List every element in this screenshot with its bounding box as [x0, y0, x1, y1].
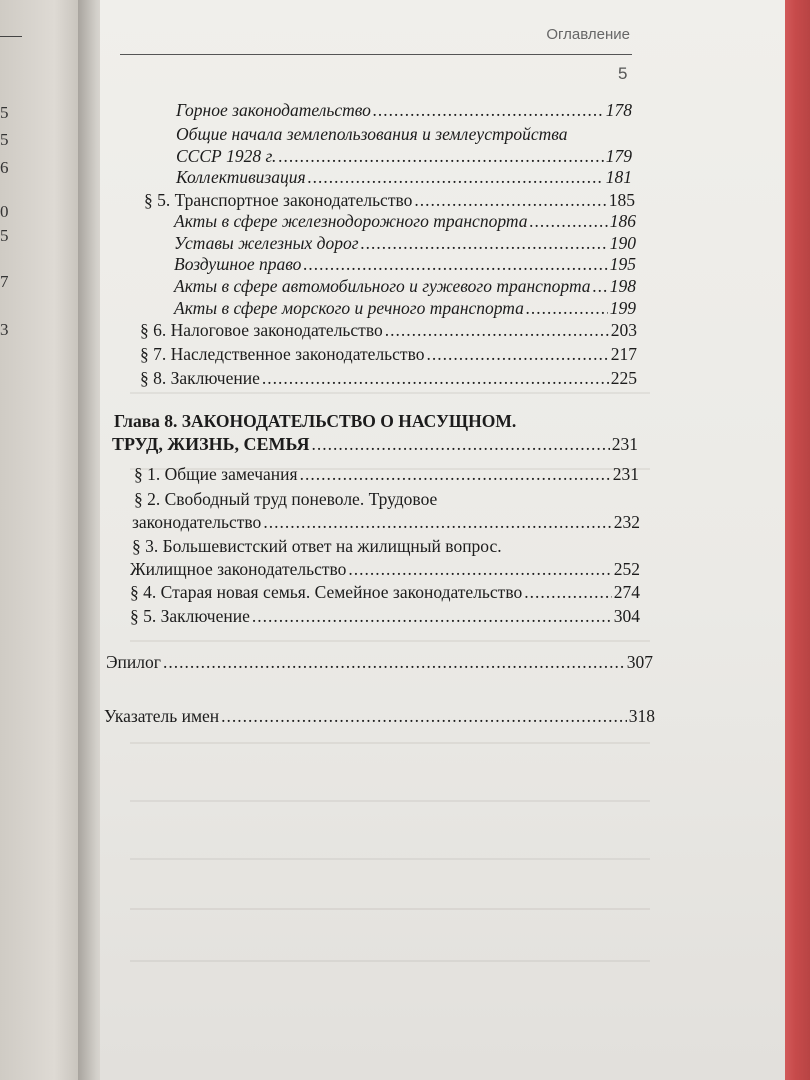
- facing-page-edge: [0, 0, 78, 1080]
- toc-entry-page: 203: [610, 320, 637, 340]
- toc-entry-title: § 7. Наследственное законодательство: [140, 344, 425, 364]
- facing-page-number: 5: [0, 103, 9, 122]
- toc-leader: [593, 276, 608, 297]
- toc-entry[interactable]: [144, 190, 635, 211]
- toc-leader: [414, 190, 606, 211]
- toc-entry[interactable]: [130, 559, 640, 580]
- toc-leader: [263, 512, 611, 533]
- chapter-heading: Глава 8. ЗАКОНОДАТЕЛЬСТВО О НАСУЩНОМ.: [114, 411, 517, 431]
- toc-entry-page: 304: [613, 606, 640, 626]
- toc-entry-title: Воздушное право: [174, 254, 302, 274]
- facing-page-rule: [0, 36, 22, 37]
- toc-leader: [524, 582, 612, 603]
- bleed-through: [130, 742, 650, 744]
- toc-entry-title: Коллективизация: [176, 167, 306, 187]
- toc-entry-title: Жилищное законодательство: [130, 559, 347, 579]
- toc-entry-title: § 1. Общие замечания: [134, 464, 298, 484]
- toc-entry-page: 231: [612, 464, 639, 484]
- bleed-through: [130, 858, 650, 860]
- toc-entry-title: ТРУД, ЖИЗНЬ, СЕМЬЯ: [112, 434, 310, 454]
- toc-entry-title: Общие начала землепользования и землеустройства: [176, 124, 568, 144]
- toc-entry-page: 181: [605, 167, 632, 187]
- toc-leader: [221, 706, 627, 727]
- toc-entry-title: Указатель имен: [104, 706, 220, 726]
- toc-entry-title: § 3. Большевистский ответ на жилищный вопрос.: [132, 536, 502, 556]
- toc-entry-page: 186: [609, 211, 636, 231]
- toc-entry-page: 274: [613, 582, 640, 602]
- bleed-through: [130, 392, 650, 394]
- toc-leader: [303, 254, 607, 275]
- toc-entry-page: 179: [605, 146, 632, 166]
- toc-entry[interactable]: [132, 512, 640, 533]
- toc-leader: [361, 233, 608, 254]
- toc-entry-title: § 2. Свободный труд поневоле. Трудовое: [134, 489, 438, 509]
- running-header: Оглавление: [546, 26, 630, 43]
- toc-leader: [262, 368, 609, 389]
- toc-leader: [308, 167, 604, 188]
- toc-entry[interactable]: [174, 298, 636, 319]
- toc-entry-page: 217: [610, 344, 637, 364]
- toc-entry-page: 190: [609, 233, 636, 253]
- toc-entry-title: СССР 1928 г.: [176, 146, 277, 166]
- toc-entry-page: 231: [611, 434, 638, 454]
- toc-entry[interactable]: [174, 233, 636, 254]
- facing-page-number: 5: [0, 130, 9, 149]
- toc-leader: [529, 211, 607, 232]
- toc-leader: [278, 146, 603, 167]
- bleed-through: [130, 960, 650, 962]
- toc-entry-page: 307: [626, 652, 653, 672]
- bleed-through: [130, 908, 650, 910]
- toc-entry[interactable]: [174, 276, 636, 297]
- toc-entry-page: 178: [605, 100, 632, 120]
- toc-entry[interactable]: [176, 167, 632, 188]
- toc-entry-title: § 6. Налоговое законодательство: [140, 320, 383, 340]
- toc-entry-title: § 5. Заключение: [130, 606, 250, 626]
- toc-entry-title: законодательство: [132, 512, 262, 532]
- toc-entry[interactable]: [106, 652, 653, 673]
- toc-entry[interactable]: [130, 582, 640, 603]
- toc-entry-title: Акты в сфере морского и речного транспорта: [174, 298, 524, 318]
- toc-entry[interactable]: [140, 320, 637, 341]
- toc-entry-title: Горное законодательство: [176, 100, 371, 120]
- toc-entry-page: 198: [609, 276, 636, 296]
- toc-entry[interactable]: [112, 434, 638, 455]
- facing-page-number: 0: [0, 202, 9, 221]
- toc-leader: [526, 298, 608, 319]
- facing-page-number: 7: [0, 272, 9, 291]
- toc-leader: [373, 100, 604, 121]
- bleed-through: [130, 640, 650, 642]
- toc-entry[interactable]: [140, 368, 637, 389]
- toc-leader: [300, 464, 611, 485]
- toc-entry-page: 199: [609, 298, 636, 318]
- toc-entry-page: 185: [608, 190, 635, 210]
- toc-entry-title: § 8. Заключение: [140, 368, 260, 388]
- toc-entry[interactable]: [130, 606, 640, 627]
- toc-entry[interactable]: [140, 344, 637, 365]
- toc-entry-page: 252: [613, 559, 640, 579]
- facing-page-number: 3: [0, 320, 9, 339]
- toc-entry[interactable]: [134, 464, 639, 485]
- toc-entry[interactable]: [104, 706, 655, 727]
- header-rule: [120, 54, 632, 55]
- red-book-edge: [785, 0, 810, 1080]
- toc-leader: [311, 434, 609, 455]
- toc-entry-title: Эпилог: [106, 652, 161, 672]
- toc-entry[interactable]: [174, 254, 636, 275]
- toc-leader: [252, 606, 612, 627]
- toc-leader: [348, 559, 611, 580]
- toc-entry-title: § 5. Транспортное законодательство: [144, 190, 413, 210]
- bleed-through: [130, 800, 650, 802]
- toc-entry-title: Уставы железных дорог: [174, 233, 359, 253]
- toc-entry-title: Акты в сфере железнодорожного транспорта: [174, 211, 528, 231]
- toc-entry[interactable]: [176, 146, 632, 167]
- toc-leader: [163, 652, 625, 673]
- toc-entry[interactable]: [176, 100, 632, 121]
- page-number: 5: [618, 64, 628, 83]
- facing-page-number: 6: [0, 158, 9, 177]
- toc-entry-page: 318: [628, 706, 655, 726]
- toc-entry-title: Акты в сфере автомобильного и гужевого транспорта: [174, 276, 591, 296]
- toc-leader: [426, 344, 608, 365]
- toc-leader: [385, 320, 609, 341]
- toc-entry[interactable]: [174, 211, 636, 232]
- facing-page-number: 5: [0, 226, 9, 245]
- toc-entry-page: 232: [613, 512, 640, 532]
- toc-entry-title: § 4. Старая новая семья. Семейное законодательство: [130, 582, 523, 602]
- toc-entry-page: 195: [609, 254, 636, 274]
- toc-entry-page: 225: [610, 368, 637, 388]
